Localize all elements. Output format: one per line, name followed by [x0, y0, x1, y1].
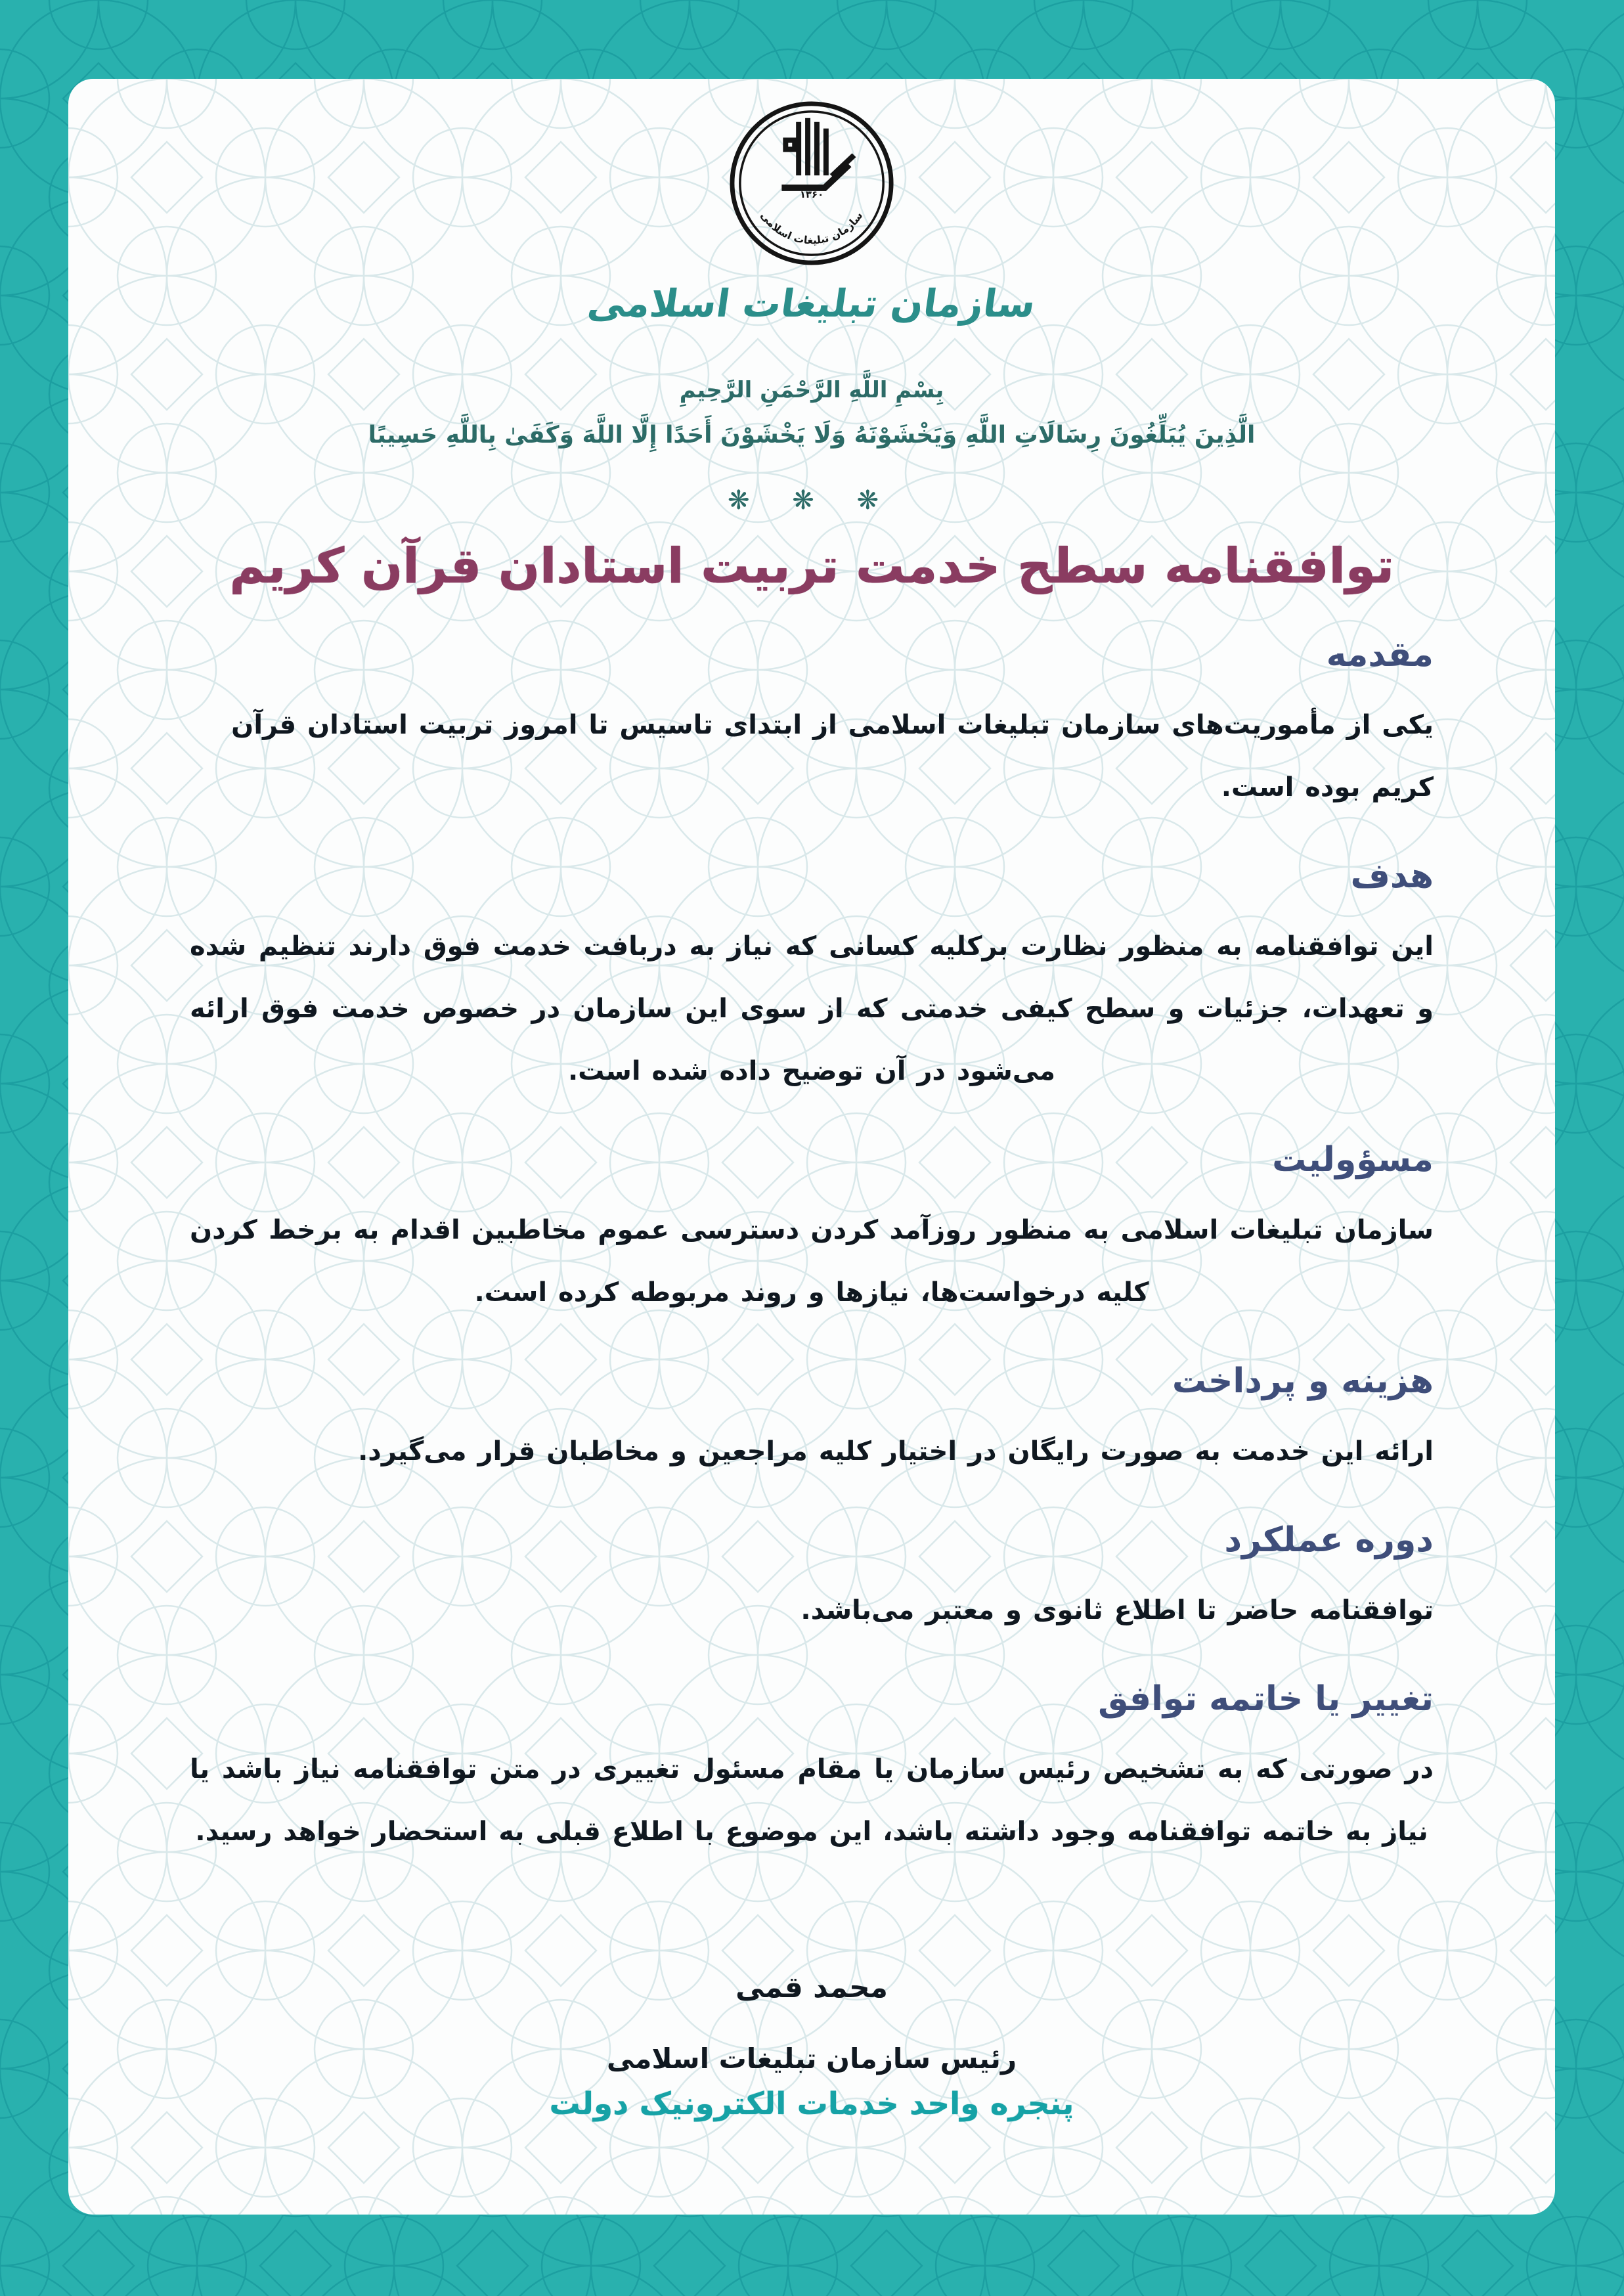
- section-heading-dore-amalkard: دوره عملکرد: [1224, 1520, 1434, 1560]
- section-heading-hadaf: هدف: [1350, 856, 1434, 896]
- section-heading-hazine: هزینه و پرداخت: [1172, 1361, 1434, 1401]
- section-body-hazine: ارائه این خدمت به صورت رایگان در اختیار کلیه مراجعین و مخاطبان قرار می‌گیرد.: [358, 1436, 1434, 1467]
- rosette-separator-icon: ❋ ❋ ❋: [728, 485, 896, 516]
- page-title: توافقنامه سطح خدمت تربیت استادان قرآن کریم: [229, 538, 1394, 594]
- document-card: [68, 79, 1555, 2215]
- section-body-moghadame: یکی از مأموریت‌های سازمان تبلیغات اسلامی از ابتدای تاسیس تا امروز تربیت استادان قرآن کریم بوده است.: [231, 710, 1434, 803]
- kufic-allah-mark: [781, 118, 856, 191]
- section-body-dore-amalkard: توافقنامه حاضر تا اطلاع ثانوی و معتبر می‌باشد.: [801, 1595, 1434, 1625]
- organization-calligraphy: سازمان تبلیغات اسلامی: [584, 281, 1039, 326]
- logo-arc-text: سازمان تبلیغات اسلامی: [758, 209, 866, 247]
- section-body-hadaf: این توافقنامه به منظور نظارت برکلیه کسانی که نیاز به دربافت خدمت فوق دارند تنظیم شده و تعهدات، جزئیات و سطح کیفی خدمتی که از سوی این سازمان در خصوص خدمت فوق ارائه می‌شود در آن توضیح داده شده است.: [190, 931, 1434, 1086]
- section-heading-taghir: تغییر یا خاتمه توافق: [1098, 1679, 1434, 1719]
- signature-block: [190, 1965, 1434, 2081]
- signature-role: رئیس سازمان تبلیغات اسلامی: [606, 2042, 1017, 2075]
- logo-year: ۱۳۶۰: [799, 188, 824, 200]
- section-heading-moghadame: مقدمه: [1326, 635, 1434, 674]
- section-body-taghir: در صورتی که به تشخیص رئیس سازمان یا مقام مسئول تغییری در متن توافقنامه نیاز باشد یا نیاز به خاتمه توافقنامه وجود داشته باشد، این موضوع با اطلاع قبلی به استحضار خواهد رسید.: [190, 1754, 1434, 1847]
- quran-verse-text: الَّذِينَ يُبَلِّغُونَ رِسَالَاتِ اللَّهِ وَيَخْشَوْنَهُ وَلَا يَخْشَوْنَ أَحَدًا إِلَّا اللَّهَ وَكَفَىٰ بِاللَّهِ حَسِيبًا: [368, 422, 1256, 449]
- organization-logo: [190, 99, 1434, 271]
- footer-label: پنجره واحد خدمات الکترونیک دولت: [549, 2086, 1074, 2122]
- svg-text:سازمان تبلیغات اسلامی: [758, 210, 866, 247]
- bismillah-text: بِسْمِ اللَّهِ الرَّحْمَنِ الرَّحِيمِ: [679, 377, 944, 403]
- allah-emblem-icon: [727, 99, 896, 268]
- document-content: [68, 79, 1555, 2081]
- section-body-masouliat: سازمان تبلیغات اسلامی به منظور روزآمد کردن دسترسی عموم مخاطبین اقدام به برخط کردن کلیه درخواست‌ها، نیازها و روند مربوطه کرده است.: [190, 1215, 1434, 1308]
- signature-name: محمد قمی: [735, 1971, 888, 2004]
- section-heading-masouliat: مسؤولیت: [1272, 1140, 1434, 1180]
